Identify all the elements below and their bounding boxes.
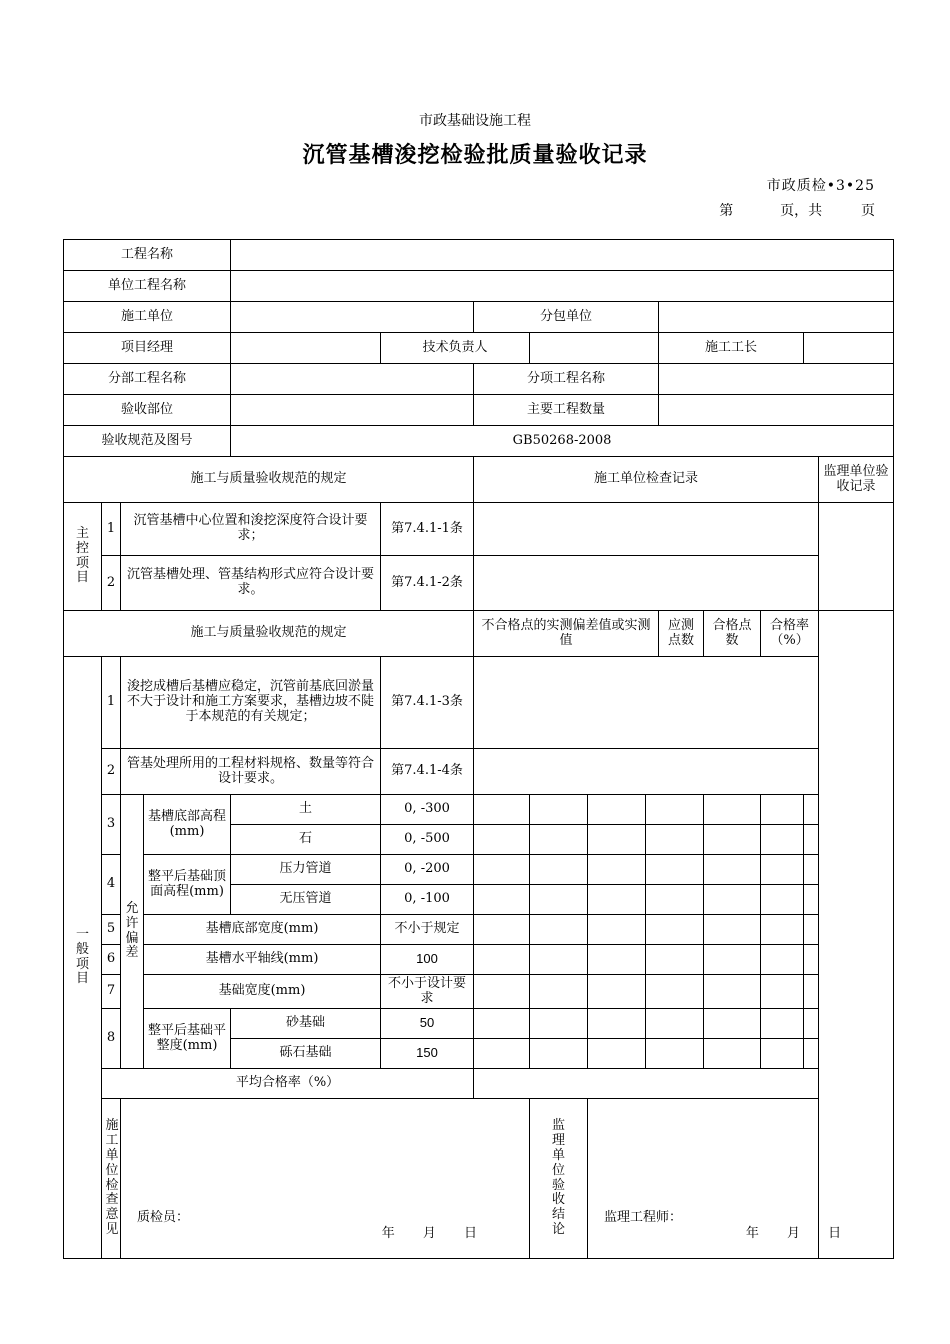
cell[interactable] (761, 885, 804, 915)
item-5-val: 不小于规定 (381, 915, 474, 945)
item-3-sub2: 石 (231, 825, 381, 855)
general-item-2-text: 管基处理所用的工程材料规格、数量等符合设计要求。 (121, 749, 381, 795)
cell[interactable] (704, 885, 761, 915)
item-6-name: 基槽水平轴线(mm) (144, 945, 381, 975)
cell[interactable] (704, 795, 761, 825)
cell[interactable] (530, 885, 588, 915)
general-label: 一般项目 (64, 657, 102, 1259)
tech-leader-label: 技术负责人 (381, 333, 530, 364)
cell[interactable] (530, 795, 588, 825)
page-ye: 页 (861, 203, 875, 219)
item-7-no: 7 (102, 975, 121, 1009)
cell[interactable] (761, 1039, 804, 1069)
cell[interactable] (646, 975, 704, 1009)
inspector-label: 质检员： (137, 1210, 190, 1226)
cell[interactable] (704, 975, 761, 1009)
avg-pass-rate-label: 平均合格率（%） (102, 1069, 474, 1099)
project-manager-label: 项目经理 (64, 333, 231, 364)
cell[interactable] (474, 825, 530, 855)
item-4-val1: 0, -200 (381, 855, 474, 885)
cell[interactable] (704, 1039, 761, 1069)
cell[interactable] (588, 915, 646, 945)
tech-leader-value[interactable] (530, 333, 659, 364)
cell[interactable] (646, 885, 704, 915)
main-quantity-label: 主要工程数量 (474, 395, 659, 426)
cell[interactable] (474, 1009, 530, 1039)
cell[interactable] (761, 795, 804, 825)
general-item-1-record[interactable] (474, 657, 819, 749)
general-item-1-clause: 第7.4.1-3条 (381, 657, 474, 749)
page-ye-gong: 页，共 (780, 203, 823, 219)
cell[interactable] (804, 1039, 894, 1069)
project-name-label: 工程名称 (64, 240, 231, 271)
cell[interactable] (646, 1039, 704, 1069)
item-3-val2: 0, -500 (381, 825, 474, 855)
cell[interactable] (588, 795, 646, 825)
main-supervisor-record[interactable] (819, 503, 894, 611)
cell[interactable] (646, 855, 704, 885)
item-6-val: 100 (381, 945, 474, 975)
inspection-form (63, 239, 894, 1259)
item-4-sub1: 压力管道 (231, 855, 381, 885)
cell[interactable] (530, 1009, 588, 1039)
cell[interactable] (474, 795, 530, 825)
main-item-1-text: 沉管基槽中心位置和浚挖深度符合设计要求； (121, 503, 381, 556)
cell[interactable] (588, 855, 646, 885)
subitem-name-value[interactable] (659, 364, 894, 395)
item-8-sub1: 砂基础 (231, 1009, 381, 1039)
item-3-no: 3 (102, 795, 121, 855)
item-5-no: 5 (102, 915, 121, 945)
main-item-2-clause: 第7.4.1-2条 (381, 556, 474, 611)
subcontract-unit-label: 分包单位 (474, 302, 659, 333)
item-3-sub1: 土 (231, 795, 381, 825)
item-4-val2: 0, -100 (381, 885, 474, 915)
foreman-value[interactable] (804, 333, 894, 364)
cell[interactable] (704, 915, 761, 945)
cell[interactable] (530, 825, 588, 855)
cell[interactable] (761, 945, 804, 975)
division-name-label: 分部工程名称 (64, 364, 231, 395)
supervisor-record-header: 监理单位验收记录 (819, 457, 894, 503)
item-8-name: 整平后基础平 整度(mm) (144, 1009, 231, 1069)
cell[interactable] (474, 975, 530, 1009)
qualified-points-header: 合格点数 (704, 611, 761, 657)
cell[interactable] (588, 975, 646, 1009)
doc-subtitle: 市政基础设施工程 (419, 113, 531, 129)
avg-pass-rate-value[interactable] (474, 1069, 819, 1099)
cell[interactable] (530, 945, 588, 975)
item-3-val1: 0, -300 (381, 795, 474, 825)
cell[interactable] (804, 945, 894, 975)
item-4-no: 4 (102, 855, 121, 915)
general-spec-rule-header: 施工与质量验收规范的规定 (64, 611, 474, 657)
main-item-1-no: 1 (102, 503, 121, 556)
item-8-val2: 150 (381, 1039, 474, 1069)
cell[interactable] (474, 885, 530, 915)
construction-opinion-area[interactable] (121, 1099, 530, 1259)
cell[interactable] (761, 825, 804, 855)
cell[interactable] (588, 945, 646, 975)
main-item-1-clause: 第7.4.1-1条 (381, 503, 474, 556)
main-item-2-text: 沉管基槽处理、管基结构形式应符合设计要求。 (121, 556, 381, 611)
main-control-label: 主控项目 (64, 503, 102, 611)
cell[interactable] (474, 855, 530, 885)
cell[interactable] (704, 945, 761, 975)
main-quantity-value[interactable] (659, 395, 894, 426)
main-item-2-no: 2 (102, 556, 121, 611)
item-8-no: 8 (102, 1009, 121, 1069)
cell[interactable] (804, 825, 894, 855)
cell[interactable] (588, 1039, 646, 1069)
cell[interactable] (588, 1009, 646, 1039)
division-name-value[interactable] (231, 364, 474, 395)
spec-drawing-value[interactable]: GB50268-2008 (231, 426, 894, 457)
item-5-name: 基槽底部宽度(mm) (144, 915, 381, 945)
cell[interactable] (804, 915, 894, 945)
construction-record-header: 施工单位检查记录 (474, 457, 819, 503)
unit-project-name-value[interactable] (231, 271, 894, 302)
cell[interactable] (704, 825, 761, 855)
project-manager-value[interactable] (231, 333, 381, 364)
cell[interactable] (646, 945, 704, 975)
pass-rate-header: 合格率（%） (761, 611, 819, 657)
cell[interactable] (646, 1009, 704, 1039)
cell[interactable] (474, 945, 530, 975)
cell[interactable] (804, 885, 894, 915)
should-measure-header: 应测点数 (659, 611, 704, 657)
subcontract-unit-value[interactable] (659, 302, 894, 333)
project-name-value[interactable] (231, 240, 894, 271)
construction-date: 年 月 日 (381, 1226, 478, 1242)
general-item-2-no: 2 (102, 749, 121, 795)
item-6-no: 6 (102, 945, 121, 975)
cell[interactable] (804, 975, 894, 1009)
main-item-1-record[interactable] (474, 503, 819, 556)
item-4-name: 整平后基础顶 面高程(mm) (144, 855, 231, 915)
cell[interactable] (761, 915, 804, 945)
item-7-val: 不小于设计要求 (381, 975, 474, 1009)
cell[interactable] (704, 1009, 761, 1039)
construction-opinion-label: 施工单位检查意见 (102, 1099, 121, 1259)
supervisor-conclusion-label: 监理单位验收结论 (530, 1099, 588, 1259)
spec-rule-header: 施工与质量验收规范的规定 (64, 457, 474, 503)
general-item-2-record[interactable] (474, 749, 819, 795)
item-8-val1: 50 (381, 1009, 474, 1039)
allow-deviation-label: 允许偏差 (121, 795, 144, 1069)
item-3-name: 基槽底部高程 (mm) (144, 795, 231, 855)
cell[interactable] (474, 915, 530, 945)
general-item-1-no: 1 (102, 657, 121, 749)
cell[interactable] (646, 795, 704, 825)
cell[interactable] (530, 975, 588, 1009)
inspection-part-value[interactable] (231, 395, 474, 426)
doc-title: 沉管基槽浚挖检验批质量验收记录 (302, 142, 648, 168)
supervisor-date: 年 月 日 (745, 1226, 842, 1242)
item-7-name: 基础宽度(mm) (144, 975, 381, 1009)
page-di: 第 (719, 203, 734, 219)
cell[interactable] (646, 915, 704, 945)
foreman-label: 施工工长 (659, 333, 804, 364)
cell[interactable] (761, 1009, 804, 1039)
subitem-name-label: 分项工程名称 (474, 364, 659, 395)
general-item-2-clause: 第7.4.1-4条 (381, 749, 474, 795)
item-4-sub2: 无压管道 (231, 885, 381, 915)
construction-unit-value[interactable] (231, 302, 474, 333)
cell[interactable] (530, 855, 588, 885)
page-counter (719, 200, 875, 220)
engineer-label: 监理工程师： (604, 1210, 683, 1226)
general-item-1-text: 浚挖成槽后基槽应稳定，沉管前基底回淤量不大于设计和施工方案要求，基槽边坡不陡于本规范的有关规定； (121, 657, 381, 749)
cell[interactable] (530, 1039, 588, 1069)
cell[interactable] (761, 855, 804, 885)
cell[interactable] (646, 825, 704, 855)
cell[interactable] (761, 975, 804, 1009)
construction-unit-label: 施工单位 (64, 302, 231, 333)
unit-project-name-label: 单位工程名称 (64, 271, 231, 302)
cell[interactable] (530, 915, 588, 945)
cell[interactable] (704, 855, 761, 885)
cell[interactable] (804, 855, 894, 885)
supervisor-conclusion-area[interactable] (588, 1099, 894, 1259)
cell[interactable] (588, 825, 646, 855)
nonconform-header: 不合格点的实测偏差值或实测值 (474, 611, 659, 657)
item-8-sub2: 砾石基础 (231, 1039, 381, 1069)
cell[interactable] (474, 1039, 530, 1069)
form-code: 市政质检•3•25 (766, 178, 875, 194)
cell[interactable] (804, 795, 894, 825)
inspection-part-label: 验收部位 (64, 395, 231, 426)
cell[interactable] (804, 1009, 894, 1039)
main-item-2-record[interactable] (474, 556, 819, 611)
spec-drawing-label: 验收规范及图号 (64, 426, 231, 457)
cell[interactable] (588, 885, 646, 915)
